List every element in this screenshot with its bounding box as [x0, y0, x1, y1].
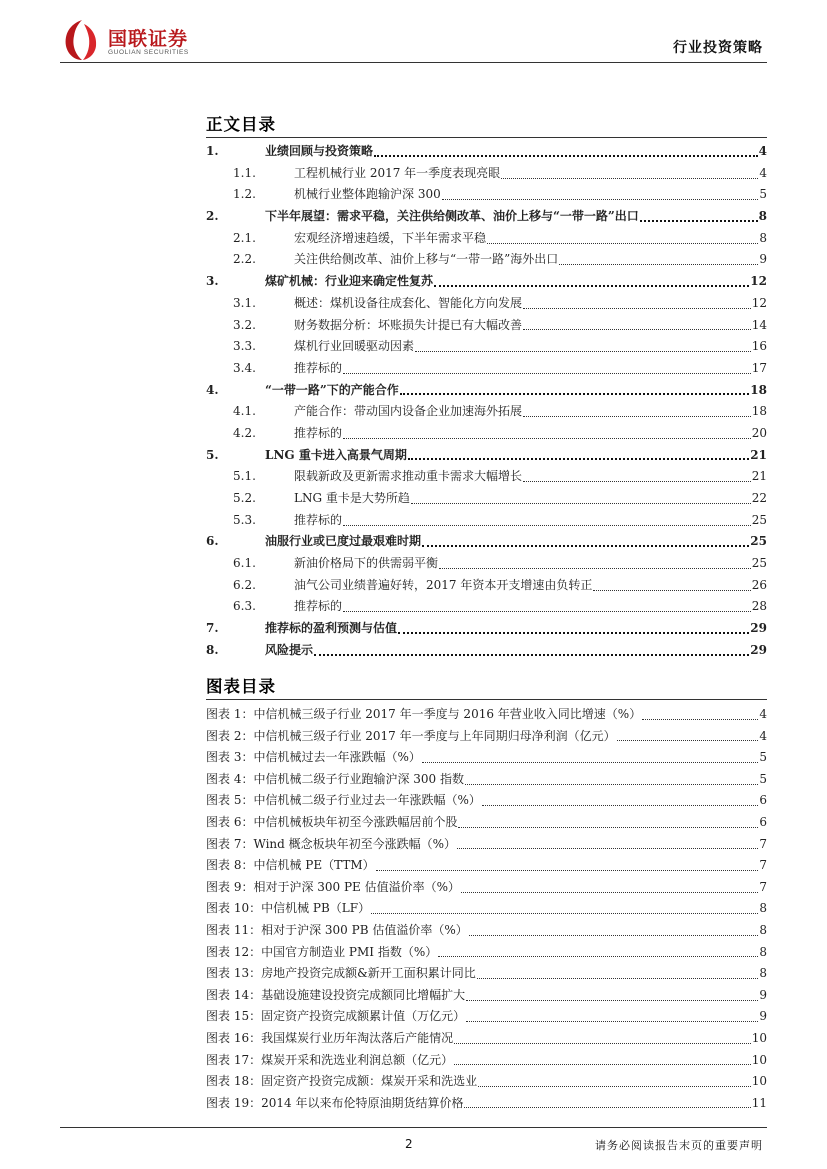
figure-entry[interactable]	[206, 1028, 767, 1050]
toc-entry-number: 4.1.	[233, 404, 256, 419]
figure-entry-label: 图表 8：中信机械 PE（TTM）	[206, 858, 375, 873]
toc-entry-page: 12	[751, 295, 767, 310]
figure-entry-page: 6	[759, 814, 767, 829]
page-header	[0, 0, 827, 70]
toc-entry-page: 22	[751, 491, 767, 505]
figure-entry-label: 图表 14：基础设施建设投资完成额同比增幅扩大	[206, 987, 466, 1002]
figure-entry-page: 6	[759, 793, 767, 808]
dot-leader	[343, 364, 751, 374]
toc-entry[interactable]	[206, 249, 767, 271]
toc-entry-number: 5.2.	[233, 491, 256, 505]
toc-entry-number: 3.3.	[233, 339, 256, 354]
figure-entry[interactable]	[206, 812, 767, 834]
toc-entry-number: 5.	[206, 447, 219, 462]
toc-entry[interactable]	[206, 271, 767, 293]
toc-entry-page: 29	[750, 642, 767, 657]
toc-entry[interactable]	[206, 336, 767, 358]
dot-leader	[422, 537, 749, 547]
dot-leader	[461, 883, 758, 893]
dot-leader	[617, 731, 759, 741]
toc-entry[interactable]	[206, 141, 767, 163]
dot-leader	[523, 407, 751, 417]
toc-entry-number: 1.1.	[233, 165, 256, 180]
figure-entry[interactable]	[206, 790, 767, 812]
dot-leader	[343, 516, 751, 526]
dot-leader	[439, 559, 751, 569]
figure-entry[interactable]	[206, 898, 767, 920]
figures-divider	[206, 699, 767, 700]
figure-entry-label: 图表 12：中国官方制造业 PMI 指数（%）	[206, 944, 438, 959]
footer-disclaimer: 请务必阅读报告末页的重要声明	[595, 1139, 763, 1152]
dot-leader	[477, 969, 759, 979]
figure-entry-page: 8	[759, 944, 767, 959]
toc-entry-page: 25	[750, 534, 767, 549]
toc-entry-number: 3.1.	[233, 295, 256, 310]
dot-leader	[438, 947, 758, 957]
figure-entry-label: 图表 10：中信机械 PB（LF）	[206, 901, 371, 916]
toc-entry-number: 1.	[206, 144, 219, 158]
dot-leader	[487, 234, 758, 244]
dot-leader	[464, 1098, 750, 1108]
figure-entry-label: 图表 13：房地产投资完成额&新开工面积累计同比	[206, 966, 476, 981]
toc-entry-label: 推荐标的盈利预测与估值	[265, 621, 398, 636]
toc-entry[interactable]	[206, 163, 767, 185]
figure-entry[interactable]	[206, 877, 767, 899]
toc-entry-page: 5	[759, 187, 767, 202]
toc-entry-label: 推荐标的	[294, 360, 343, 375]
toc-entry-page: 25	[751, 556, 767, 571]
figure-entry-label: 图表 3：中信机械过去一年涨跌幅（%）	[206, 750, 421, 765]
toc-entry[interactable]	[206, 315, 767, 337]
company-logo	[62, 18, 232, 62]
dot-leader	[415, 342, 751, 352]
logo-en-text: GUOLIAN SECURITIES	[108, 49, 189, 56]
figure-entry-label: 图表 17：煤炭开采和洗选业利润总额（亿元）	[206, 1052, 454, 1067]
figure-entry[interactable]	[206, 1071, 767, 1093]
toc-entry-number: 3.4.	[233, 360, 256, 375]
toc-entry-page: 16	[751, 339, 767, 354]
toc-entry-number: 6.3.	[233, 599, 256, 614]
report-type: 行业投资策略	[673, 40, 763, 56]
toc-entry-page: 18	[750, 382, 767, 397]
dot-leader	[376, 861, 759, 871]
figure-entry[interactable]	[206, 704, 767, 726]
dot-leader	[458, 818, 758, 828]
toc-entry-number: 3.2.	[233, 317, 256, 332]
toc-entry[interactable]	[206, 531, 767, 553]
figure-entry-label: 图表 18：固定资产投资完成额：煤炭开采和洗选业	[206, 1074, 478, 1089]
toc-entry-label: LNG 重卡是大势所趋	[294, 491, 410, 505]
toc-entry-page: 21	[751, 469, 767, 484]
toc-heading: 正文目录	[206, 115, 276, 134]
dot-leader	[642, 710, 758, 720]
toc-entry-page: 14	[751, 317, 767, 332]
toc-entry[interactable]	[206, 401, 767, 423]
figure-entry[interactable]	[206, 1093, 767, 1115]
dot-leader	[478, 1077, 751, 1087]
toc-entry-label: 业绩回顾与投资策略	[265, 144, 374, 158]
toc-entry-label: 推荐标的	[294, 512, 343, 527]
toc-entry[interactable]	[206, 206, 767, 228]
figure-entry-page: 7	[759, 836, 767, 851]
dot-leader	[371, 904, 758, 914]
toc-entry-number: 3.	[206, 274, 219, 289]
figure-entry-page: 5	[759, 771, 767, 786]
dot-leader	[523, 320, 751, 330]
dot-leader	[523, 472, 751, 482]
toc-entry[interactable]	[206, 466, 767, 488]
figure-entry-label: 图表 11：相对于沪深 300 PB 估值溢价率（%）	[206, 922, 468, 937]
figure-entry-label: 图表 2：中信机械三级子行业 2017 年一季度与上年同期归母净利润（亿元）	[206, 728, 616, 743]
toc-entry-page: 26	[751, 577, 767, 592]
figure-entry-page: 9	[759, 1009, 767, 1024]
dot-leader	[398, 624, 749, 634]
toc-entry-page: 4	[758, 144, 767, 158]
table-of-contents	[206, 141, 767, 662]
toc-entry-label: 工程机械行业 2017 年一季度表现亮眼	[294, 165, 501, 180]
toc-entry-number: 2.	[206, 209, 219, 224]
dot-leader	[343, 602, 751, 612]
dot-leader	[374, 147, 758, 157]
figure-entry-page: 8	[759, 922, 767, 937]
figure-entry-page: 8	[759, 966, 767, 981]
dot-leader	[422, 753, 759, 763]
dot-leader	[454, 1034, 751, 1044]
figure-entry-page: 10	[751, 1052, 767, 1067]
dot-leader	[469, 926, 759, 936]
figure-entry-page: 8	[759, 901, 767, 916]
toc-entry[interactable]	[206, 293, 767, 315]
toc-entry-label: 限载新政及更新需求推动重卡需求大幅增长	[294, 469, 523, 484]
figure-entry[interactable]	[206, 920, 767, 942]
footer-divider	[60, 1127, 767, 1128]
dot-leader	[457, 839, 758, 849]
toc-entry-page: 20	[751, 425, 767, 440]
toc-entry-label: 下半年展望：需求平稳，关注供给侧改革、油价上移与“一带一路”出口	[265, 209, 639, 224]
figure-entry-page: 7	[759, 879, 767, 894]
figure-entry-page: 5	[759, 750, 767, 765]
toc-entry-number: 4.	[206, 382, 219, 397]
figure-entry-page: 10	[751, 1030, 767, 1045]
toc-entry-label: 新油价格局下的供需弱平衡	[294, 556, 439, 571]
toc-entry[interactable]	[206, 596, 767, 618]
figure-entry-label: 图表 9：相对于沪深 300 PE 估值溢价率（%）	[206, 879, 461, 894]
toc-entry-page: 8	[759, 230, 767, 245]
figures-heading: 图表目录	[206, 677, 276, 696]
dot-leader	[501, 169, 758, 179]
toc-entry-number: 1.2.	[233, 187, 256, 202]
list-of-figures	[206, 704, 767, 1114]
figure-entry-label: 图表 15：固定资产投资完成额累计值（万亿元）	[206, 1009, 466, 1024]
figure-entry-label: 图表 5：中信机械二级子行业过去一年涨跌幅（%）	[206, 793, 481, 808]
toc-divider	[206, 137, 767, 138]
dot-leader	[482, 796, 759, 806]
toc-entry-number: 6.1.	[233, 556, 256, 571]
figure-entry[interactable]	[206, 726, 767, 748]
dot-leader	[559, 255, 758, 265]
toc-entry[interactable]	[206, 380, 767, 402]
dot-leader	[640, 212, 758, 222]
figure-entry-page: 9	[759, 987, 767, 1002]
toc-entry-number: 2.1.	[233, 230, 256, 245]
figure-entry-label: 图表 4：中信机械二级子行业跑输沪深 300 指数	[206, 771, 464, 786]
toc-entry-label: 推荐标的	[294, 599, 343, 614]
figure-entry[interactable]	[206, 747, 767, 769]
toc-entry-page: 18	[751, 404, 767, 419]
dot-leader	[343, 429, 751, 439]
toc-entry-label: 风险提示	[265, 642, 314, 657]
toc-entry[interactable]	[206, 488, 767, 510]
dot-leader	[593, 581, 750, 591]
header-divider	[60, 62, 767, 63]
toc-entry[interactable]	[206, 228, 767, 250]
dot-leader	[434, 277, 749, 287]
dot-leader	[314, 646, 749, 656]
figure-entry-page: 4	[759, 728, 767, 743]
toc-entry[interactable]	[206, 618, 767, 640]
toc-entry-label: “一带一路”下的产能合作	[265, 382, 399, 397]
toc-entry-label: LNG 重卡进入高景气周期	[265, 447, 407, 462]
toc-entry[interactable]	[206, 184, 767, 206]
figure-entry-label: 图表 16：我国煤炭行业历年淘汰落后产能情况	[206, 1030, 454, 1045]
figure-entry[interactable]	[206, 985, 767, 1007]
toc-entry-page: 4	[759, 165, 767, 180]
dot-leader	[408, 450, 749, 460]
toc-entry[interactable]	[206, 640, 767, 662]
toc-entry-label: 油服行业或已度过最艰难时期	[265, 534, 422, 549]
figure-entry-page: 4	[759, 707, 767, 721]
toc-entry-number: 2.2.	[233, 252, 256, 267]
toc-entry[interactable]	[206, 445, 767, 467]
toc-entry-page: 28	[751, 599, 767, 614]
figure-entry-label: 图表 19：2014 年以来布伦特原油期货结算价格	[206, 1095, 464, 1110]
figure-entry[interactable]	[206, 855, 767, 877]
toc-entry-number: 6.	[206, 534, 219, 549]
toc-entry-label: 油气公司业绩普遍好转，2017 年资本开支增速由负转正	[294, 577, 593, 592]
toc-entry[interactable]	[206, 358, 767, 380]
toc-entry-page: 9	[759, 252, 767, 267]
page-number: 2	[405, 1137, 413, 1151]
figure-entry-page: 10	[751, 1074, 767, 1089]
dot-leader	[466, 991, 758, 1001]
figure-entry[interactable]	[206, 834, 767, 856]
logo-mark-icon	[62, 18, 102, 62]
figure-entry[interactable]	[206, 1006, 767, 1028]
toc-entry-label: 煤机行业回暖驱动因素	[294, 339, 415, 354]
dot-leader	[400, 385, 749, 395]
toc-entry-label: 关注供给侧改革、油价上移与“一带一路”海外出口	[294, 252, 559, 267]
logo-cn-text: 国联证券	[108, 28, 189, 50]
figure-entry-label: 图表 6：中信机械板块年初至今涨跌幅居前个股	[206, 814, 458, 829]
toc-entry-page: 17	[751, 360, 767, 375]
toc-entry-label: 产能合作：带动国内设备企业加速海外拓展	[294, 404, 523, 419]
dot-leader	[523, 299, 751, 309]
toc-entry-number: 7.	[206, 621, 219, 636]
toc-entry[interactable]	[206, 423, 767, 445]
toc-entry[interactable]	[206, 510, 767, 532]
toc-entry-page: 21	[750, 447, 767, 462]
figure-entry-page: 7	[759, 858, 767, 873]
toc-entry-page: 29	[750, 621, 767, 636]
toc-entry-label: 机械行业整体跑输沪深 300	[294, 187, 441, 202]
figure-entry-label: 图表 1：中信机械三级子行业 2017 年一季度与 2016 年营业收入同比增速（%）	[206, 707, 642, 721]
figure-entry-label: 图表 7：Wind 概念板块年初至今涨跌幅（%）	[206, 836, 457, 851]
dot-leader	[411, 494, 751, 504]
toc-entry-number: 5.1.	[233, 469, 256, 484]
dot-leader	[466, 1012, 758, 1022]
figure-entry[interactable]	[206, 963, 767, 985]
toc-entry[interactable]	[206, 553, 767, 575]
toc-entry-number: 8.	[206, 642, 219, 657]
figure-entry[interactable]	[206, 1050, 767, 1072]
toc-entry-label: 宏观经济增速趋缓，下半年需求平稳	[294, 230, 487, 245]
dot-leader	[465, 775, 758, 785]
toc-entry-number: 6.2.	[233, 577, 256, 592]
toc-entry-page: 8	[758, 209, 767, 224]
figure-entry[interactable]	[206, 942, 767, 964]
dot-leader	[454, 1055, 751, 1065]
figure-entry-page: 11	[751, 1095, 767, 1110]
figure-entry[interactable]	[206, 769, 767, 791]
toc-entry-label: 财务数据分析：坏账损失计提已有大幅改善	[294, 317, 523, 332]
toc-entry-label: 推荐标的	[294, 425, 343, 440]
toc-entry-label: 概述：煤机设备往成套化、智能化方向发展	[294, 295, 523, 310]
toc-entry-number: 4.2.	[233, 425, 256, 440]
toc-entry-label: 煤矿机械：行业迎来确定性复苏	[265, 274, 434, 289]
toc-entry-page: 12	[750, 274, 767, 289]
toc-entry-page: 25	[751, 512, 767, 527]
dot-leader	[442, 190, 759, 200]
toc-entry[interactable]	[206, 575, 767, 597]
toc-entry-number: 5.3.	[233, 512, 256, 527]
